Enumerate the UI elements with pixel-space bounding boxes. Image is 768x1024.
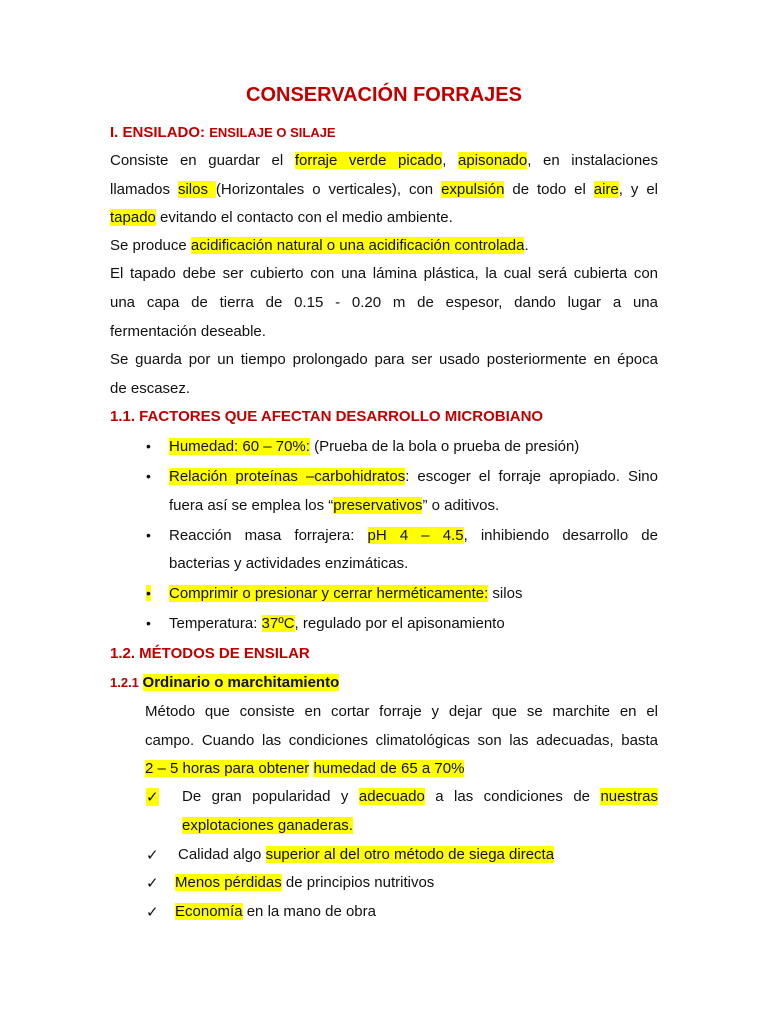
highlight: Relación proteínas –carbohidratos (169, 468, 406, 485)
checkmark-icon: ✓ (146, 875, 159, 892)
paragraph-3-line-3: fermentación deseable. (110, 323, 266, 340)
text: evitando el contacto con el medio ambiente. (155, 209, 453, 226)
bullet-icon: • (146, 585, 151, 601)
paragraph-4-line-1: Se guarda por un tiempo prolongado para ser usado posteriormente en época (110, 351, 658, 368)
text: en la mano de obra (242, 903, 376, 920)
paragraph-1-line-1 (110, 152, 658, 170)
text: de principios nutritivos (281, 874, 435, 891)
checkmark-icon: ✓ (146, 789, 159, 806)
text: , (442, 152, 459, 169)
text: : escoger el forraje apropiado. Sino (405, 468, 658, 485)
bullet-comprimir (169, 585, 658, 603)
text: (Horizontales o verticales), con (215, 181, 442, 198)
checkmark-icon: ✓ (146, 904, 159, 921)
text: Se produce (110, 237, 191, 254)
highlight: Menos pérdidas (175, 874, 282, 891)
highlight: expulsión (441, 181, 505, 198)
highlight: silos (177, 181, 216, 198)
text: llamados (110, 181, 178, 198)
document-title: CONSERVACIÓN FORRAJES (246, 84, 522, 106)
paragraph-5-line-2: campo. Cuando las condiciones climatológicas son las adecuadas, basta (145, 732, 658, 749)
highlight: Comprimir o presionar y cerrar herméticamente: (169, 585, 489, 602)
highlight: pH 4 – 4.5 (367, 527, 464, 544)
text: , y el (618, 181, 658, 198)
highlight-heading: Ordinario o marchitamiento (142, 674, 340, 691)
section-number: I. (110, 124, 119, 141)
text: silos (488, 585, 523, 602)
text: . (524, 237, 529, 254)
check-perdidas (175, 874, 651, 892)
highlight: superior al del otro método de siega directa (265, 846, 555, 863)
check-calidad (178, 846, 654, 864)
bullet-relacion (169, 468, 658, 486)
bullet-icon: • (146, 527, 151, 543)
paragraph-1-line-3 (110, 209, 658, 227)
highlight: 37ºC (261, 615, 295, 632)
highlight: explotaciones ganaderas. (182, 817, 353, 834)
check-economia (175, 903, 651, 921)
text: Consiste en guardar el (110, 152, 295, 169)
text: de todo el (504, 181, 594, 198)
text: Temperatura: (169, 615, 262, 632)
text: fuera así se emplea los “ (169, 497, 334, 514)
text: , inhibiendo desarrollo de (463, 527, 658, 544)
text: , en instalaciones (527, 152, 659, 169)
paragraph-4-line-2: de escasez. (110, 380, 191, 397)
highlight: acidificación natural o una acidificación controlada (190, 237, 525, 254)
highlight: humedad de 65 a 70% (313, 760, 465, 777)
section-heading: ENSILADO: (122, 124, 206, 141)
highlight: nuestras (600, 788, 658, 805)
paragraph-2 (110, 237, 658, 255)
highlight: Humedad: 60 – 70%: (169, 438, 310, 455)
paragraph-3-line-2: una capa de tierra de 0.15 - 0.20 m de espesor, dando lugar a una (110, 294, 658, 311)
paragraph-5-line-1: Método que consiste en cortar forraje y dejar que se marchite en el (145, 703, 658, 720)
highlight: forraje verde picado (294, 152, 443, 169)
check-popularidad (182, 788, 658, 806)
paragraph-5-line-3 (145, 760, 658, 778)
text: , regulado por el apisonamiento (294, 615, 505, 632)
bullet-icon: • (146, 468, 151, 484)
section-1-2-heading: 1.2. MÉTODOS DE ENSILAR (110, 645, 310, 662)
checkmark-icon: ✓ (146, 847, 159, 864)
text: De gran popularidad y (182, 788, 359, 805)
bullet-icon: • (146, 615, 151, 631)
text: a las condiciones de (424, 788, 601, 805)
bullet-humedad (169, 438, 658, 456)
bullet-reaccion (169, 527, 658, 545)
section-1-2-1-heading (110, 674, 658, 692)
highlight: aire (593, 181, 619, 198)
check-popularidad-line-2 (182, 817, 658, 835)
bullet-reaccion-line-2: bacterias y actividades enzimáticas. (169, 555, 409, 572)
highlight: 2 – 5 horas para obtener (145, 760, 310, 777)
section-heading-ensilado (110, 124, 658, 142)
text: ” o aditivos. (422, 497, 500, 514)
text: Reacción masa forrajera: (169, 527, 368, 544)
bullet-relacion-line-2 (169, 497, 658, 515)
text: (Prueba de la bola o prueba de presión) (309, 438, 580, 455)
section-1-1-heading: 1.1. FACTORES QUE AFECTAN DESARROLLO MICROBIANO (110, 408, 544, 425)
highlight: preservativos (333, 497, 423, 514)
highlight: apisonado (458, 152, 528, 169)
highlight: adecuado (358, 788, 425, 805)
highlight: Economía (175, 903, 243, 920)
bullet-temperatura (169, 615, 658, 633)
paragraph-1-line-2 (110, 181, 658, 199)
highlight: tapado (110, 209, 156, 226)
section-subheading: ENSILAJE O SILAJE (209, 125, 336, 140)
paragraph-3-line-1: El tapado debe ser cubierto con una lámina plástica, la cual será cubierta con (110, 265, 658, 282)
text: Calidad algo (178, 846, 266, 863)
bullet-icon: • (146, 438, 151, 454)
section-number: 1.2.1 (110, 675, 143, 690)
